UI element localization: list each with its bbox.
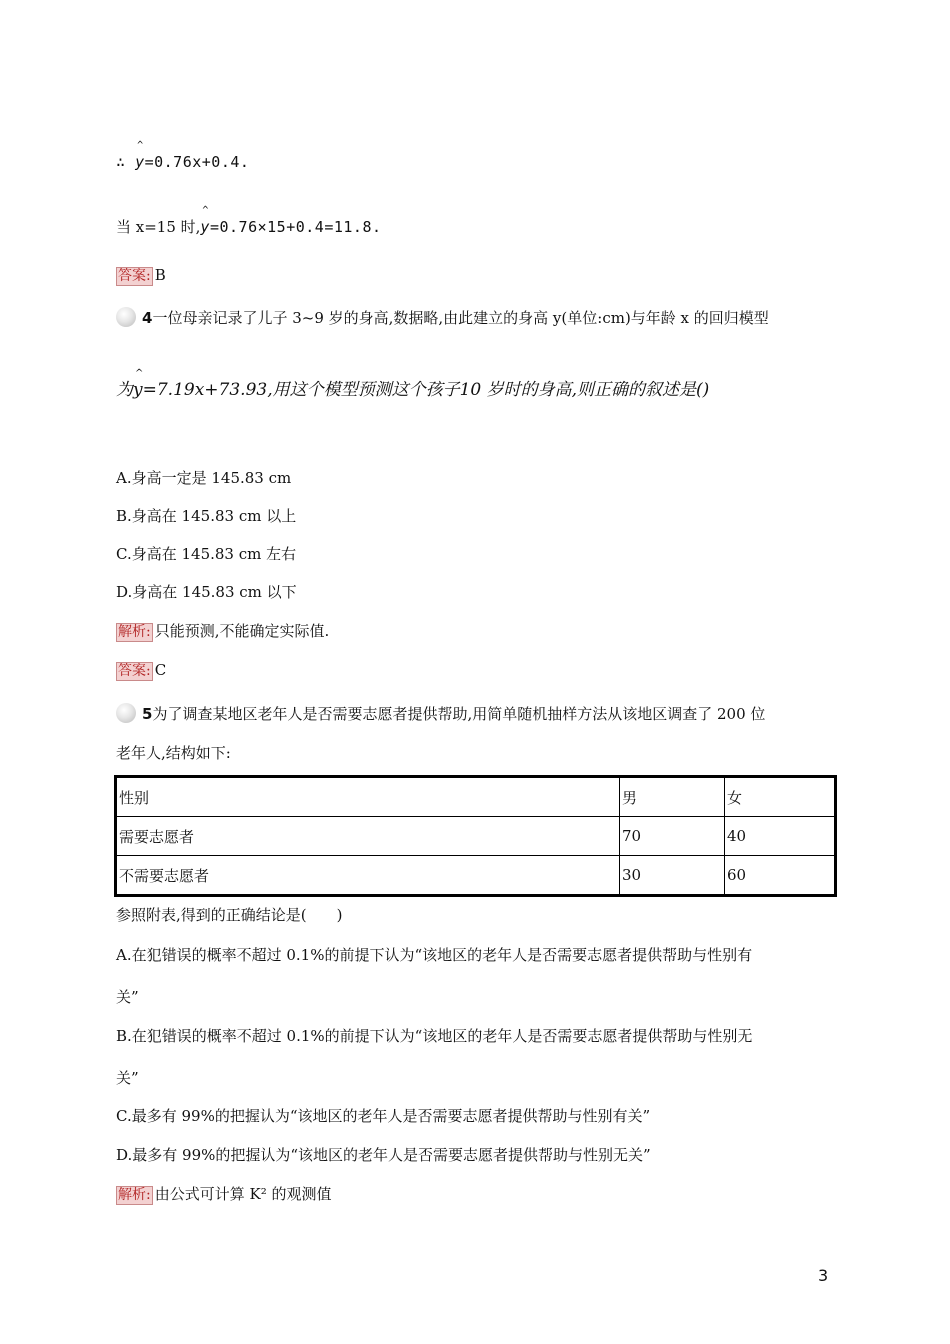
q4-option-c: C.身高在 145.83 cm 左右	[116, 545, 297, 563]
table-cell: 60	[725, 856, 836, 896]
analysis-text: 只能预测,不能确定实际值.	[154, 622, 330, 640]
table-row	[116, 817, 836, 856]
analysis-tag: 解析:	[118, 624, 151, 640]
q5-option-a-cont: 关”	[116, 988, 139, 1006]
table-cell: 不需要志愿者	[116, 856, 620, 896]
survey-table	[114, 775, 837, 897]
table-row	[116, 856, 836, 896]
equation-substitution	[116, 217, 382, 237]
table-cell: 30	[620, 856, 725, 896]
question-number: 5	[142, 705, 153, 723]
condition-text: 当 x=15 时,	[116, 218, 201, 236]
q3-answer-line	[116, 265, 166, 286]
analysis-text: 由公式可计算 K² 的观测值	[154, 1185, 332, 1203]
q5-option-c: C.最多有 99%的把握认为“该地区的老年人是否需要志愿者提供帮助与性别有关”	[116, 1107, 651, 1125]
header-cell: 男	[620, 777, 725, 817]
answer-value: B	[154, 266, 166, 284]
answer-tag: 答案:	[118, 268, 151, 284]
header-cell: 女	[725, 777, 836, 817]
analysis-tag: 解析:	[118, 1187, 151, 1203]
answer-value: C	[154, 661, 167, 679]
table-header-row	[116, 777, 836, 817]
q5-option-b: B.在犯错误的概率不超过 0.1%的前提下认为“该地区的老年人是否需要志愿者提供帮助与性别无	[116, 1027, 753, 1045]
header-cell: 性别	[116, 777, 620, 817]
y-hat: ^ y	[135, 152, 145, 172]
equation-rhs: =0.76x+0.4.	[144, 153, 250, 171]
answer-tag: 答案:	[118, 663, 151, 679]
question-text-rest: =7.19x+73.93,用这个模型预测这个孩子10 岁时的身高,则正确的叙述是()	[142, 380, 710, 400]
q4-analysis-line	[116, 621, 329, 642]
q4-stem	[116, 308, 769, 329]
q5-option-b-cont: 关”	[116, 1069, 139, 1087]
q4-option-b: B.身高在 145.83 cm 以上	[116, 507, 297, 525]
table-cell: 70	[620, 817, 725, 856]
q5-stem	[116, 704, 765, 725]
y-hat: ^ y	[133, 380, 143, 400]
question-marker-icon	[116, 703, 136, 723]
table-cell: 40	[725, 817, 836, 856]
question-text: 为了调查某地区老年人是否需要志愿者提供帮助,用简单随机抽样方法从该地区调查了 200 位	[152, 705, 766, 723]
y-hat: ^ y	[200, 217, 210, 237]
q5-option-a: A.在犯错误的概率不超过 0.1%的前提下认为“该地区的老年人是否需要志愿者提供帮助与性别有	[116, 946, 753, 964]
q4-stem-line2	[116, 380, 709, 400]
q5-analysis-line	[116, 1184, 331, 1205]
q5-stem-line2: 老年人,结构如下:	[116, 744, 231, 762]
page-number: 3	[818, 1266, 829, 1285]
question-marker-icon	[116, 307, 136, 327]
equation-result: =0.76×15+0.4=11.8.	[209, 218, 382, 236]
q4-answer-line	[116, 660, 166, 681]
equation-regression	[116, 152, 249, 172]
question-number: 4	[142, 309, 153, 327]
q4-option-a: A.身高一定是 145.83 cm	[116, 469, 292, 487]
q5-prompt: 参照附表,得到的正确结论是( )	[116, 906, 343, 924]
question-text: 一位母亲记录了儿子 3~9 岁的身高,数据略,由此建立的身高 y(单位:cm)与年龄 x 的回归模型	[152, 309, 769, 327]
q4-option-d: D.身高在 145.83 cm 以下	[116, 583, 297, 601]
therefore-symbol: ∴	[116, 153, 136, 171]
question-text-prefix: 为	[116, 380, 133, 400]
table-cell: 需要志愿者	[116, 817, 620, 856]
q5-option-d: D.最多有 99%的把握认为“该地区的老年人是否需要志愿者提供帮助与性别无关”	[116, 1146, 651, 1164]
